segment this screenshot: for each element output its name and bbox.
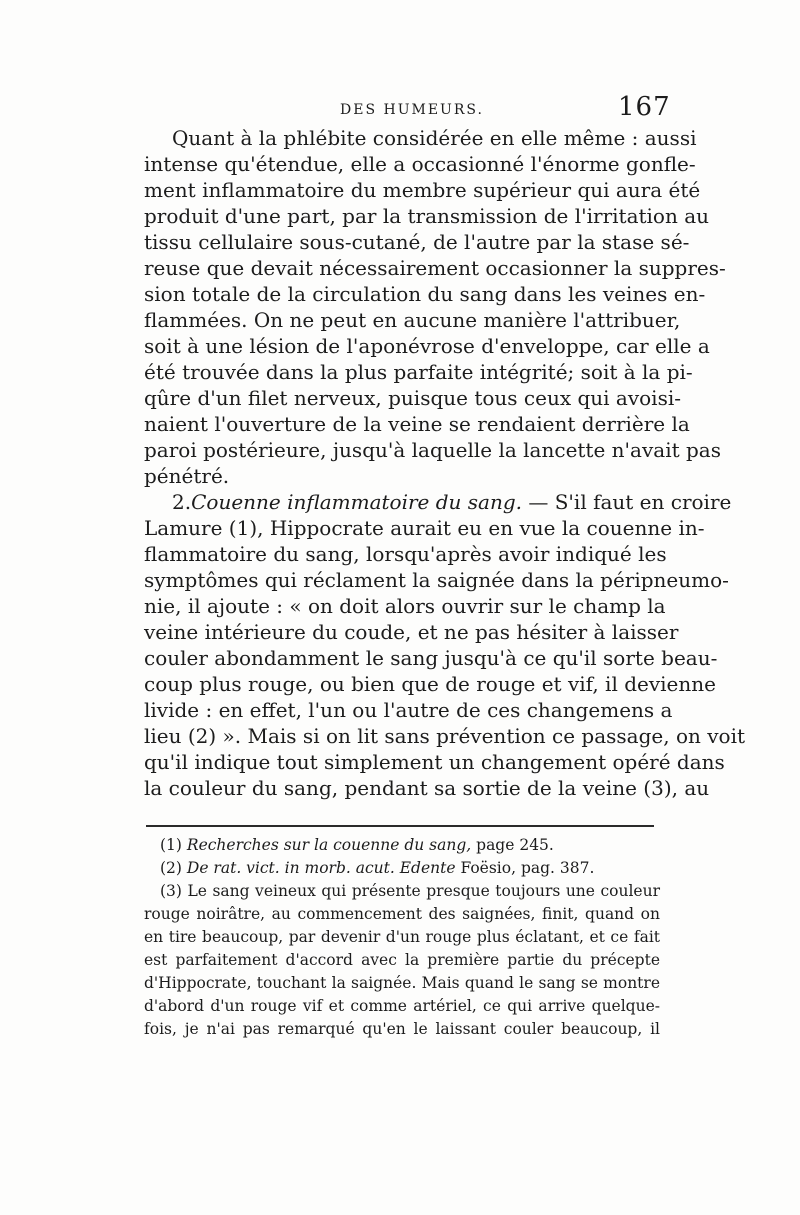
page-number: 167: [618, 92, 671, 122]
text-line: Lamure (1), Hippocrate aurait eu en vue la couenne in-: [144, 516, 705, 540]
section-heading-line: [144, 489, 732, 515]
footnote-3-line: d'abord d'un rouge vif et comme artériel, ce qui arrive quelque-: [144, 997, 660, 1015]
text-line: ment inflammatoire du membre supérieur qui aura été: [144, 178, 701, 202]
section-intro-text: — S'il faut en croire: [522, 490, 732, 514]
running-head: DES HUMEURS.: [340, 102, 484, 118]
main-text-block: [144, 125, 746, 801]
text-line: livide : en effet, l'un ou l'autre de ces changemens a: [144, 698, 673, 722]
text-line: nie, il ajoute : « on doit alors ouvrir sur le champ la: [144, 594, 666, 618]
footnote-3-line: rouge noirâtre, au commencement des saignées, finit, quand on: [144, 905, 660, 923]
footnote-citation-title: De rat. vict. in morb. acut. Edente: [186, 859, 456, 877]
footnote-citation-title: Recherches sur la couenne du sang,: [186, 836, 472, 854]
footnote-1: [144, 834, 660, 857]
footnote-3-line: en tire beaucoup, par devenir d'un rouge plus éclatant, et ce fait: [144, 928, 660, 946]
footnote-3-line: (3) Le sang veineux qui présente presque toujours une couleur: [160, 882, 660, 900]
footnote-2: [144, 857, 660, 880]
text-line: couler abondamment le sang jusqu'à ce qu'il sorte beau-: [144, 646, 718, 670]
text-line: tissu cellulaire sous-cutané, de l'autre par la stase sé-: [144, 230, 690, 254]
footnote-marker: (2): [160, 859, 182, 877]
footnote-divider: [146, 825, 654, 827]
text-line: pénétré.: [144, 464, 230, 488]
footnotes-block: [144, 834, 660, 1041]
footnote-3-line: d'Hippocrate, touchant la saignée. Mais quand le sang se montre: [144, 974, 660, 992]
text-line: été trouvée dans la plus parfaite intégrité; soit à la pi-: [144, 360, 693, 384]
text-line: veine intérieure du coude, et ne pas hésiter à laisser: [144, 620, 679, 644]
text-line: soit à une lésion de l'aponévrose d'enveloppe, car elle a: [144, 334, 710, 358]
text-line: flammées. On ne peut en aucune manière l'attribuer,: [144, 308, 681, 332]
section-number: 2.: [172, 490, 192, 514]
section-title: Couenne inflammatoire du sang.: [191, 490, 523, 514]
text-line: reuse que devait nécessairement occasionner la suppres-: [144, 256, 726, 280]
footnote-3-line: fois, je n'ai pas remarqué qu'en le laissant couler beaucoup, il: [144, 1020, 660, 1038]
text-line: lieu (2) ». Mais si on lit sans prévention ce passage, on voit: [144, 724, 746, 748]
text-line: coup plus rouge, ou bien que de rouge et vif, il devienne: [144, 672, 716, 696]
text-line: flammatoire du sang, lorsqu'après avoir indiqué les: [144, 542, 667, 566]
footnote-3-line: est parfaitement d'accord avec la première partie du précepte: [144, 951, 660, 969]
text-line: sion totale de la circulation du sang dans les veines en-: [144, 282, 706, 306]
footnote-citation-page: page 245.: [471, 836, 554, 854]
text-line: symptômes qui réclament la saignée dans la péripneumo-: [144, 568, 729, 592]
footnote-citation-page: Foësio, pag. 387.: [455, 859, 595, 877]
text-line: la couleur du sang, pendant sa sortie de la veine (3), au: [144, 776, 710, 800]
text-line: qu'il indique tout simplement un changement opéré dans: [144, 750, 725, 774]
text-line: paroi postérieure, jusqu'à laquelle la lancette n'avait pas: [144, 438, 721, 462]
text-line: produit d'une part, par la transmission de l'irritation au: [144, 204, 710, 228]
text-line: intense qu'étendue, elle a occasionné l'énorme gonfle-: [144, 152, 696, 176]
footnote-marker: (1): [160, 836, 182, 854]
text-line: Quant à la phlébite considérée en elle même : aussi: [172, 126, 697, 150]
text-line: qûre d'un filet nerveux, puisque tous ceux qui avoisi-: [144, 386, 681, 410]
text-line: naient l'ouverture de la veine se rendaient derrière la: [144, 412, 690, 436]
